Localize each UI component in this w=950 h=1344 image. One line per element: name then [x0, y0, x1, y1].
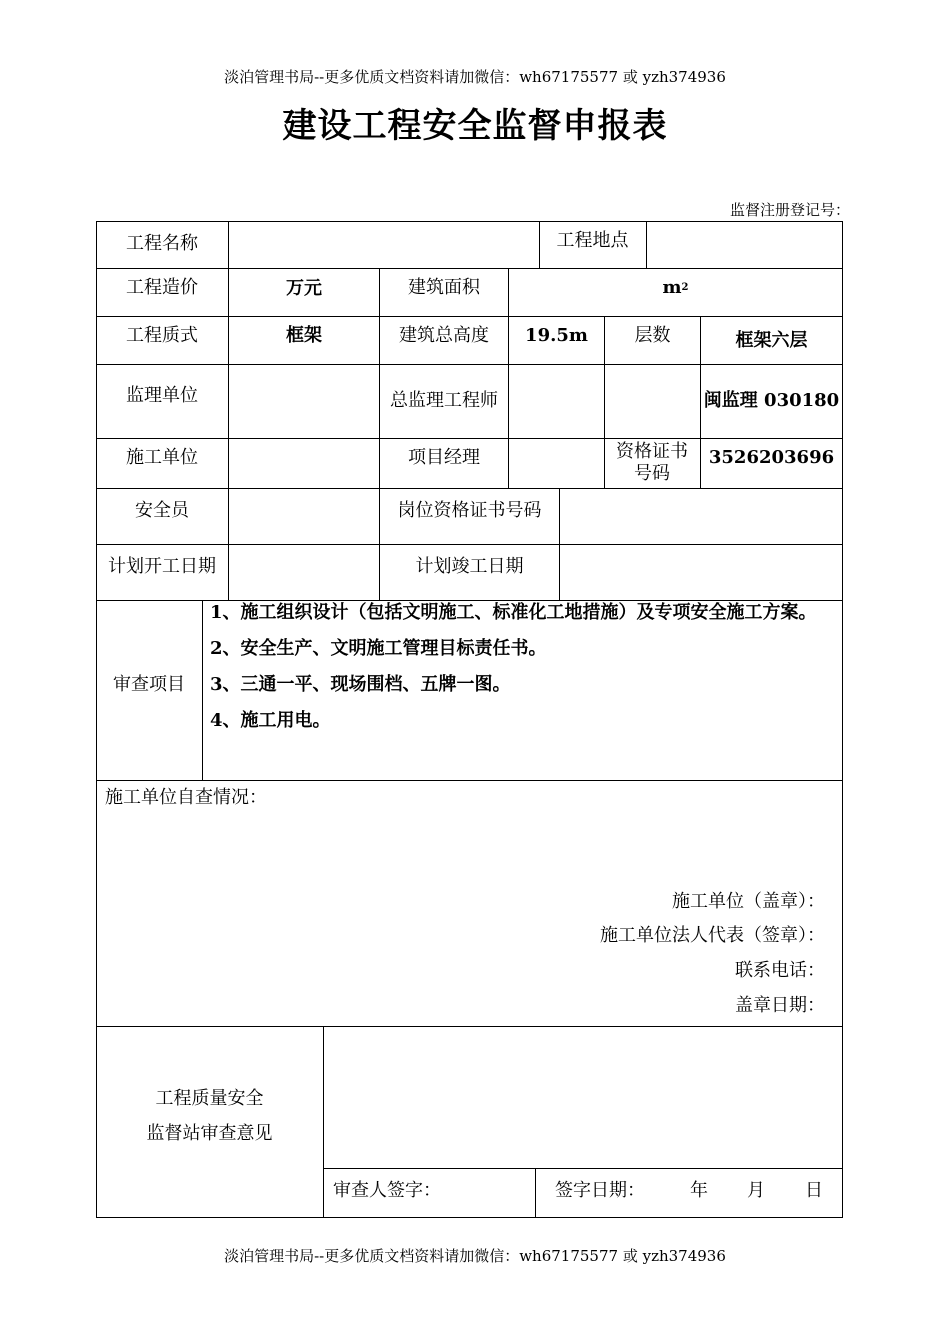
cert-no-value: 3526203696: [708, 446, 835, 468]
seal-date-label: 盖章日期：: [735, 995, 825, 1016]
review-item: 1、施工组织设计（包括文明施工、标准化工地措施）及专项安全施工方案。: [210, 602, 817, 623]
area-label: 建筑面积: [408, 276, 480, 298]
year-label: 年: [690, 1180, 708, 1201]
review-item: 4、施工用电。: [210, 710, 331, 731]
structure-label: 工程质式: [126, 324, 198, 346]
cert-no-label: 资格证书号码: [616, 441, 688, 484]
floors-label: 层数: [634, 324, 671, 346]
day-label: 日: [805, 1180, 823, 1201]
reviewer-signature-label: 审查人签字：: [333, 1180, 441, 1201]
station-opinion-field[interactable]: [324, 1027, 842, 1168]
review-items-label: 审查项目: [113, 673, 185, 695]
structure-value: 框架: [286, 324, 322, 346]
start-date-label: 计划开工日期: [108, 555, 216, 577]
review-item: 3、三通一平、现场围档、五牌一图。: [210, 674, 511, 695]
safety-officer-label: 安全员: [135, 499, 189, 521]
station-label-line1: 工程质量安全: [155, 1088, 264, 1109]
supervisor-cert-value: 闽监理 030180: [703, 389, 840, 411]
end-date-label: 计划竣工日期: [415, 555, 524, 577]
start-date-field[interactable]: [229, 544, 379, 600]
contact-phone-label: 联系电话：: [735, 960, 825, 981]
floors-value: 框架六层: [735, 329, 808, 351]
post-cert-field[interactable]: [560, 488, 842, 544]
legal-representative-label: 施工单位法人代表（签章）：: [600, 925, 825, 946]
safety-officer-field[interactable]: [229, 488, 379, 544]
area-unit: [509, 268, 842, 308]
post-cert-label: 岗位资格证书号码: [397, 499, 542, 521]
sign-date-label: 签字日期：: [555, 1180, 645, 1201]
project-manager-field[interactable]: [509, 438, 604, 488]
project-manager-label: 项目经理: [408, 446, 480, 468]
height-value: 19.5m: [525, 324, 588, 346]
end-date-field[interactable]: [560, 544, 842, 600]
project-location-label: 工程地点: [556, 229, 629, 251]
supervisor-unit-field[interactable]: [229, 364, 379, 438]
page-header-text: 淡泊管理书局--更多优质文档资料请加微信：wh67175577 或 yzh374936: [224, 68, 726, 86]
height-label: 建筑总高度: [399, 324, 489, 346]
area-unit-base: m: [662, 276, 682, 298]
station-opinion-label: [96, 1081, 323, 1151]
chief-engineer-extra-field[interactable]: [605, 364, 700, 438]
month-label: 月: [747, 1180, 765, 1201]
chief-engineer-field[interactable]: [509, 364, 604, 438]
application-form-table: [96, 221, 843, 1218]
construction-seal-label: 施工单位（盖章）：: [672, 891, 825, 912]
cost-value: 万元: [286, 277, 322, 299]
registration-number-label: 监督注册登记号：: [729, 201, 850, 219]
project-name-field[interactable]: [229, 221, 539, 268]
document-title: 建设工程安全监督申报表: [282, 106, 668, 146]
area-unit-exponent: 2: [681, 281, 689, 293]
construction-unit-label: 施工单位: [126, 446, 198, 468]
cost-label: 工程造价: [126, 276, 198, 298]
review-item: 2、安全生产、文明施工管理目标责任书。: [210, 638, 547, 659]
page-footer-text: 淡泊管理书局--更多优质文档资料请加微信：wh67175577 或 yzh374936: [224, 1247, 726, 1265]
project-location-field[interactable]: [647, 221, 842, 268]
supervisor-unit-label: 监理单位: [126, 384, 198, 406]
chief-engineer-label: 总监理工程师: [390, 390, 498, 411]
project-name-label: 工程名称: [126, 233, 198, 255]
review-items-list: [210, 595, 835, 739]
station-label-line2: 监督站审查意见: [146, 1123, 273, 1144]
construction-unit-field[interactable]: [229, 438, 379, 488]
self-check-title: 施工单位自查情况：: [105, 787, 267, 808]
